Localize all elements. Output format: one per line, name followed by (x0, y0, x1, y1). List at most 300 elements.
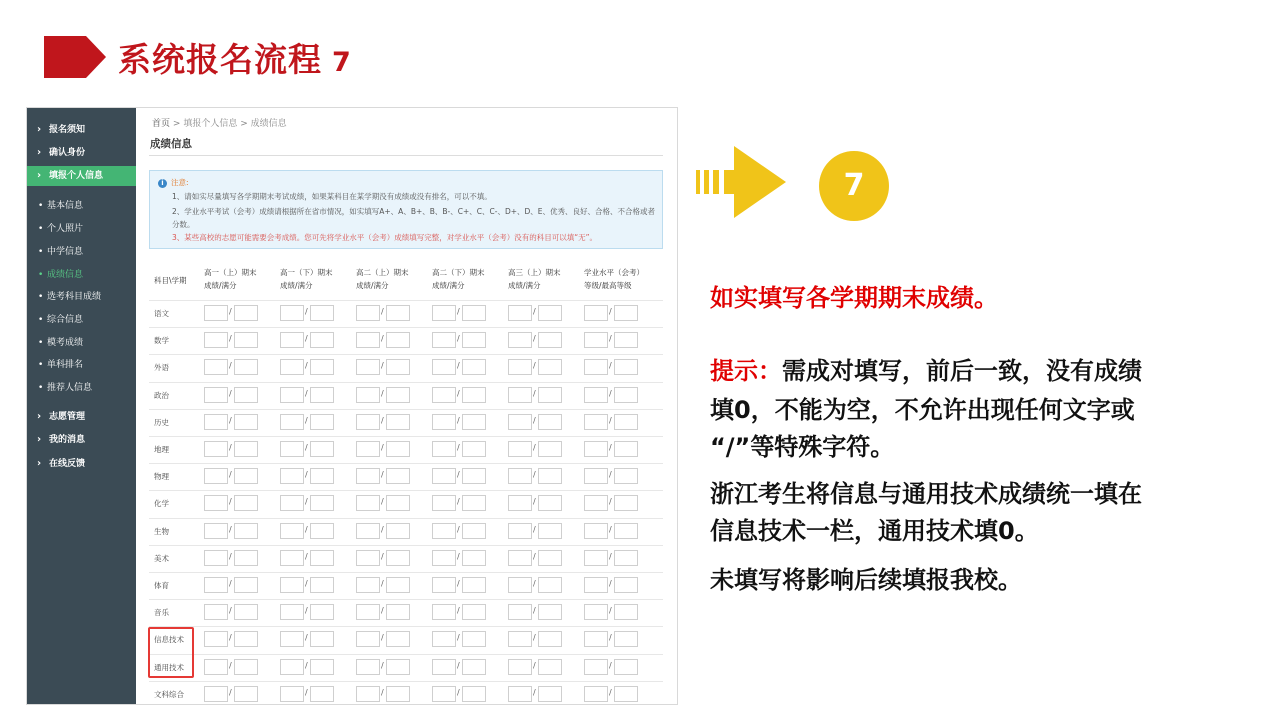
score-pair (356, 468, 410, 484)
score-input[interactable] (204, 305, 228, 321)
full-score-input[interactable] (386, 441, 410, 457)
score-input[interactable] (356, 387, 380, 403)
score-pair (204, 332, 258, 348)
breadcrumb-current: 成绩信息 (250, 119, 287, 129)
slash-separator: / (305, 524, 308, 534)
sidebar-item-label: 报名须知 (49, 125, 86, 135)
score-input[interactable] (432, 441, 456, 457)
slash-separator: / (609, 524, 612, 534)
score-input[interactable] (508, 659, 532, 675)
slash-separator: / (381, 497, 384, 507)
slash-separator: / (457, 415, 460, 425)
full-score-input[interactable] (234, 495, 258, 511)
score-input[interactable] (356, 604, 380, 620)
max-grade-input[interactable] (614, 659, 638, 675)
full-score-input[interactable] (310, 550, 334, 566)
score-input[interactable] (280, 414, 304, 430)
table-header-term-label: 高二（上）期末 (356, 268, 409, 277)
score-input[interactable] (508, 604, 532, 620)
score-input[interactable] (356, 468, 380, 484)
score-pair (356, 604, 410, 620)
score-pair (356, 659, 410, 675)
score-input[interactable] (432, 468, 456, 484)
subject-label: 美术 (154, 553, 169, 563)
full-score-input[interactable] (386, 550, 410, 566)
grade-input[interactable] (584, 523, 608, 539)
sidebar-sub-label: 推荐人信息 (47, 383, 93, 393)
score-pair (432, 305, 486, 321)
slash-separator: / (229, 606, 232, 616)
full-score-input[interactable] (234, 523, 258, 539)
score-input[interactable] (508, 495, 532, 511)
score-input[interactable] (508, 523, 532, 539)
slash-separator: / (229, 551, 232, 561)
slash-separator: / (229, 334, 232, 344)
sidebar-sub-school[interactable]: • 中学信息 (27, 242, 136, 262)
full-score-input[interactable] (310, 468, 334, 484)
slash-separator: / (609, 633, 612, 643)
grade-input[interactable] (584, 305, 608, 321)
score-input[interactable] (432, 523, 456, 539)
full-score-input[interactable] (234, 468, 258, 484)
score-input[interactable] (204, 414, 228, 430)
score-input[interactable] (280, 686, 304, 702)
slash-separator: / (229, 497, 232, 507)
sidebar-sub-basic[interactable]: • 基本信息 (27, 196, 136, 216)
max-grade-input[interactable] (614, 468, 638, 484)
score-input[interactable] (508, 387, 532, 403)
score-pair (356, 577, 410, 593)
grade-input[interactable] (584, 387, 608, 403)
full-score-input[interactable] (310, 631, 334, 647)
slash-separator: / (381, 606, 384, 616)
score-input[interactable] (280, 441, 304, 457)
score-pair (356, 305, 410, 321)
max-grade-input[interactable] (614, 495, 638, 511)
full-score-input[interactable] (310, 359, 334, 375)
score-pair (584, 359, 638, 375)
score-input[interactable] (508, 686, 532, 702)
sidebar-sub-mock[interactable]: • 模考成绩 (27, 333, 136, 353)
score-input[interactable] (432, 577, 456, 593)
grade-input[interactable] (584, 468, 608, 484)
score-input[interactable] (280, 495, 304, 511)
score-input[interactable] (508, 577, 532, 593)
full-score-input[interactable] (462, 414, 486, 430)
full-score-input[interactable] (310, 495, 334, 511)
max-grade-input[interactable] (614, 305, 638, 321)
full-score-input[interactable] (538, 495, 562, 511)
full-score-input[interactable] (310, 387, 334, 403)
chevron-right-icon: › (37, 434, 42, 445)
score-input[interactable] (508, 631, 532, 647)
score-input[interactable] (508, 441, 532, 457)
full-score-input[interactable] (462, 387, 486, 403)
score-pair (508, 631, 562, 647)
score-input[interactable] (432, 631, 456, 647)
full-score-input[interactable] (310, 577, 334, 593)
full-score-input[interactable] (538, 468, 562, 484)
full-score-input[interactable] (234, 414, 258, 430)
score-pair (280, 387, 334, 403)
grade-input[interactable] (584, 441, 608, 457)
score-input[interactable] (204, 604, 228, 620)
score-pair (280, 604, 334, 620)
score-input[interactable] (204, 659, 228, 675)
score-input[interactable] (280, 631, 304, 647)
tip-label: 提示： (710, 357, 782, 385)
score-input[interactable] (432, 359, 456, 375)
score-input[interactable] (280, 577, 304, 593)
full-score-input[interactable] (234, 604, 258, 620)
full-score-input[interactable] (538, 577, 562, 593)
score-pair (432, 550, 486, 566)
score-input[interactable] (356, 305, 380, 321)
score-pair (432, 604, 486, 620)
grade-input[interactable] (584, 359, 608, 375)
full-score-input[interactable] (310, 523, 334, 539)
score-pair (584, 523, 638, 539)
chevron-down-icon: › (37, 170, 42, 181)
score-pair (356, 441, 410, 457)
full-score-input[interactable] (462, 468, 486, 484)
full-score-input[interactable] (234, 359, 258, 375)
full-score-input[interactable] (386, 631, 410, 647)
slash-separator: / (381, 388, 384, 398)
full-score-input[interactable] (462, 686, 486, 702)
sidebar-item-feedback[interactable] (27, 454, 136, 474)
subject-label: 政治 (154, 390, 169, 400)
slash-separator: / (305, 470, 308, 480)
score-pair (432, 414, 486, 430)
score-pair (204, 523, 258, 539)
full-score-input[interactable] (462, 659, 486, 675)
score-pair (280, 414, 334, 430)
score-input[interactable] (356, 441, 380, 457)
score-pair (204, 577, 258, 593)
score-input[interactable] (432, 387, 456, 403)
max-grade-input[interactable] (614, 441, 638, 457)
score-input[interactable] (280, 550, 304, 566)
score-input[interactable] (204, 441, 228, 457)
sidebar-item-personal-info[interactable] (27, 166, 136, 186)
full-score-input[interactable] (234, 305, 258, 321)
score-input[interactable] (432, 332, 456, 348)
score-input[interactable] (204, 468, 228, 484)
score-input[interactable] (280, 332, 304, 348)
full-score-input[interactable] (310, 305, 334, 321)
slash-separator: / (381, 307, 384, 316)
chevron-right-icon: › (37, 411, 42, 422)
slash-separator: / (457, 443, 460, 452)
sidebar-item-messages[interactable] (27, 430, 136, 450)
max-grade-input[interactable] (614, 631, 638, 647)
score-pair (356, 387, 410, 403)
full-score-input[interactable] (538, 359, 562, 375)
full-score-input[interactable] (310, 414, 334, 430)
grade-input[interactable] (584, 604, 608, 620)
score-input[interactable] (356, 523, 380, 539)
full-score-input[interactable] (538, 604, 562, 620)
score-input[interactable] (356, 659, 380, 675)
table-row (149, 490, 663, 517)
full-score-input[interactable] (386, 305, 410, 321)
score-pair (204, 631, 258, 647)
full-score-input[interactable] (538, 414, 562, 430)
score-input[interactable] (280, 359, 304, 375)
grade-input[interactable] (584, 332, 608, 348)
score-input[interactable] (508, 359, 532, 375)
table-row (149, 327, 663, 354)
breadcrumb-step[interactable]: 填报个人信息 (183, 119, 238, 129)
table-row (149, 354, 663, 381)
full-score-input[interactable] (310, 659, 334, 675)
max-grade-input[interactable] (614, 359, 638, 375)
full-score-input[interactable] (386, 495, 410, 511)
score-pair (280, 332, 334, 348)
slash-separator: / (229, 633, 232, 643)
score-pair (280, 550, 334, 566)
slash-separator: / (381, 470, 384, 480)
score-input[interactable] (356, 550, 380, 566)
full-score-input[interactable] (310, 686, 334, 702)
full-score-input[interactable] (386, 604, 410, 620)
grade-input[interactable] (584, 495, 608, 511)
score-pair (204, 387, 258, 403)
sidebar-sub-ranking[interactable]: • 单科排名 (27, 355, 136, 375)
score-input[interactable] (280, 468, 304, 484)
main-content (137, 108, 677, 704)
full-score-input[interactable] (386, 659, 410, 675)
score-pair (356, 686, 410, 702)
slash-separator: / (305, 633, 308, 643)
grade-input[interactable] (584, 686, 608, 702)
score-input[interactable] (356, 414, 380, 430)
score-pair (432, 659, 486, 675)
slash-separator: / (533, 334, 536, 344)
full-score-input[interactable] (234, 441, 258, 457)
score-input[interactable] (508, 332, 532, 348)
slash-separator: / (609, 606, 612, 616)
grade-input[interactable] (584, 414, 608, 430)
slash-separator: / (229, 361, 232, 371)
registration-screenshot (26, 107, 678, 705)
grade-input[interactable] (584, 550, 608, 566)
full-score-input[interactable] (234, 631, 258, 647)
full-score-input[interactable] (310, 332, 334, 348)
full-score-input[interactable] (462, 550, 486, 566)
full-score-input[interactable] (538, 523, 562, 539)
score-input[interactable] (356, 577, 380, 593)
slash-separator: / (457, 470, 460, 480)
score-pair (204, 604, 258, 620)
slash-separator: / (609, 579, 612, 588)
max-grade-input[interactable] (614, 523, 638, 539)
sidebar-item-volunteer[interactable] (27, 407, 136, 427)
full-score-input[interactable] (538, 659, 562, 675)
full-score-input[interactable] (234, 550, 258, 566)
slash-separator: / (229, 443, 232, 452)
full-score-input[interactable] (386, 468, 410, 484)
score-pair (584, 495, 638, 511)
breadcrumb-home[interactable]: 首页 (152, 119, 171, 129)
full-score-input[interactable] (462, 305, 486, 321)
max-grade-input[interactable] (614, 387, 638, 403)
max-grade-input[interactable] (614, 550, 638, 566)
score-input[interactable] (280, 604, 304, 620)
full-score-input[interactable] (310, 604, 334, 620)
score-input[interactable] (432, 550, 456, 566)
full-score-input[interactable] (462, 631, 486, 647)
score-pair (508, 468, 562, 484)
full-score-input[interactable] (234, 659, 258, 675)
score-input[interactable] (508, 468, 532, 484)
tip-text: 需成对填写，前后一致，没有成绩 (782, 357, 1142, 385)
full-score-input[interactable] (462, 577, 486, 593)
score-input[interactable] (204, 577, 228, 593)
sidebar-sub-comprehensive[interactable]: • 综合信息 (27, 310, 136, 330)
score-input[interactable] (432, 604, 456, 620)
table-row (149, 518, 663, 545)
full-score-input[interactable] (234, 577, 258, 593)
score-pair (356, 631, 410, 647)
full-score-input[interactable] (386, 387, 410, 403)
max-grade-input[interactable] (614, 604, 638, 620)
score-input[interactable] (280, 659, 304, 675)
max-grade-input[interactable] (614, 332, 638, 348)
full-score-input[interactable] (386, 686, 410, 702)
full-score-input[interactable] (462, 359, 486, 375)
subject-label: 生物 (154, 526, 169, 536)
full-score-input[interactable] (538, 441, 562, 457)
full-score-input[interactable] (386, 577, 410, 593)
score-input[interactable] (204, 523, 228, 539)
grade-input[interactable] (584, 659, 608, 675)
divider (149, 155, 663, 156)
full-score-input[interactable] (462, 441, 486, 457)
full-score-input[interactable] (386, 359, 410, 375)
table-header-subject: 科目\学期 (154, 276, 187, 285)
full-score-input[interactable] (310, 441, 334, 457)
score-pair (280, 468, 334, 484)
score-input[interactable] (280, 523, 304, 539)
score-input[interactable] (356, 495, 380, 511)
slash-separator: / (609, 361, 612, 371)
score-input[interactable] (508, 305, 532, 321)
score-input[interactable] (204, 332, 228, 348)
table-header-term (280, 266, 333, 292)
score-input[interactable] (204, 631, 228, 647)
score-input[interactable] (204, 359, 228, 375)
slash-separator: / (381, 334, 384, 344)
full-score-input[interactable] (538, 305, 562, 321)
full-score-input[interactable] (234, 387, 258, 403)
score-input[interactable] (432, 495, 456, 511)
score-input[interactable] (280, 305, 304, 321)
slash-separator: / (533, 388, 536, 398)
max-grade-input[interactable] (614, 577, 638, 593)
table-header-term-label: 高一（上）期末 (204, 268, 257, 277)
slash-separator: / (229, 579, 232, 588)
slash-separator: / (305, 497, 308, 507)
full-score-input[interactable] (234, 686, 258, 702)
sidebar-sub-photo[interactable]: • 个人照片 (27, 219, 136, 239)
score-pair (432, 686, 486, 702)
score-pair (280, 441, 334, 457)
table-row (149, 382, 663, 409)
sidebar-sub-scores[interactable]: • 成绩信息 (27, 265, 136, 285)
score-input[interactable] (432, 686, 456, 702)
score-input[interactable] (204, 495, 228, 511)
score-pair (280, 659, 334, 675)
max-grade-input[interactable] (614, 414, 638, 430)
score-input[interactable] (508, 550, 532, 566)
score-input[interactable] (204, 686, 228, 702)
table-header-term (432, 266, 485, 292)
full-score-input[interactable] (462, 495, 486, 511)
score-pair (584, 414, 638, 430)
score-input[interactable] (356, 332, 380, 348)
score-input[interactable] (356, 631, 380, 647)
full-score-input[interactable] (462, 523, 486, 539)
score-pair (280, 359, 334, 375)
score-input[interactable] (356, 686, 380, 702)
full-score-input[interactable] (462, 604, 486, 620)
full-score-input[interactable] (386, 332, 410, 348)
grade-input[interactable] (584, 631, 608, 647)
slash-separator: / (305, 307, 308, 316)
full-score-input[interactable] (234, 332, 258, 348)
full-score-input[interactable] (538, 332, 562, 348)
score-input[interactable] (432, 305, 456, 321)
score-pair (204, 468, 258, 484)
sidebar-item-identity[interactable] (27, 143, 136, 163)
score-input[interactable] (432, 659, 456, 675)
full-score-input[interactable] (538, 686, 562, 702)
score-pair (280, 495, 334, 511)
subject-label: 化学 (154, 499, 169, 509)
slash-separator: / (533, 524, 536, 534)
slash-separator: / (457, 606, 460, 616)
score-input[interactable] (432, 414, 456, 430)
score-input[interactable] (356, 359, 380, 375)
score-pair (584, 577, 638, 593)
full-score-input[interactable] (386, 414, 410, 430)
full-score-input[interactable] (462, 332, 486, 348)
score-input[interactable] (204, 550, 228, 566)
full-score-input[interactable] (538, 550, 562, 566)
sidebar-sub-elective[interactable]: • 选考科目成绩 (27, 287, 136, 307)
sidebar-sub-referrer[interactable]: • 推荐人信息 (27, 378, 136, 398)
sidebar-item-notice[interactable] (27, 120, 136, 140)
score-pair (204, 414, 258, 430)
slash-separator: / (305, 388, 308, 398)
score-pair (280, 577, 334, 593)
score-input[interactable] (508, 414, 532, 430)
slash-separator: / (381, 443, 384, 452)
grade-input[interactable] (584, 577, 608, 593)
max-grade-input[interactable] (614, 686, 638, 702)
slide-title-number: 7 (332, 47, 352, 78)
score-pair (432, 359, 486, 375)
chevron-right-icon: › (37, 124, 42, 135)
score-input[interactable] (280, 387, 304, 403)
score-input[interactable] (204, 387, 228, 403)
full-score-input[interactable] (386, 523, 410, 539)
full-score-input[interactable] (538, 387, 562, 403)
score-pair (356, 523, 410, 539)
full-score-input[interactable] (538, 631, 562, 647)
